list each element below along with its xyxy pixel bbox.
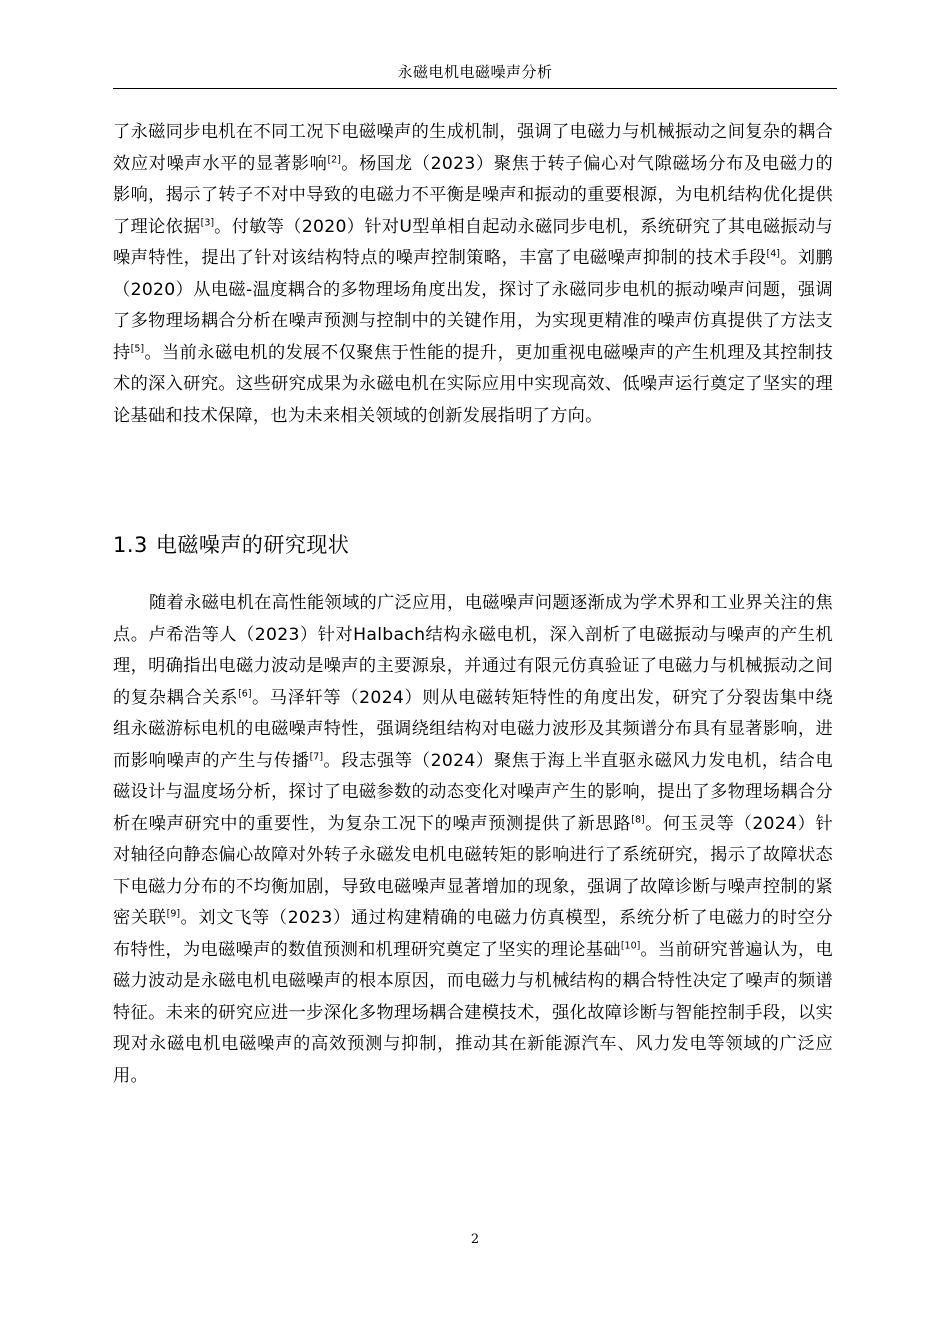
section-heading <box>113 530 349 560</box>
paragraph-text: 。当前研究普遍认为，电磁力波动是永磁电机电磁噪声的根本原因，而电磁力与机械结构的耦合特性决定了噪声的频谱特征。未来的研究应进一步深化多物理场耦合建模技术，强化故障诊断与智能控制手段，以实现对永磁电机电磁噪声的高效预测与抑制，推动其在新能源汽车、风力发电等领域的广泛应用。 <box>113 939 833 1086</box>
paragraph-text: 。付敏等（2020）针对U型单相自起动永磁同步电机，系统研究了其电磁振动与噪声特性，提出了针对该结构特点的噪声控制策略，丰富了电磁噪声抑制的技术手段 <box>113 216 833 268</box>
citation-ref[interactable]: [5] <box>130 342 145 354</box>
running-header: 永磁电机电磁噪声分析 <box>397 63 553 81</box>
citation-ref[interactable]: [6] <box>238 687 252 699</box>
body-paragraph-1 <box>113 117 833 432</box>
paragraph-text: 。马泽轩等（2024）则从电磁转矩特性的角度出发，研究了分裂齿集中绕组永磁游标电机的电磁噪声特性，强调绕组结构对电磁力波形及其频谱分布具有显著影响，进而影响噪声的产生与传播 <box>113 687 833 771</box>
citation-ref[interactable]: [7] <box>309 750 324 762</box>
section-number: 1.3 <box>113 533 148 557</box>
page-number: 2 <box>470 1232 480 1247</box>
citation-ref[interactable]: [10] <box>620 939 641 951</box>
paragraph-text: 随着永磁电机在高性能领域的广泛应用，电磁噪声问题逐渐成为学术界和工业界关注的焦点。卢希浩等人（2023）针对Halbach结构永磁电机，深入剖析了电磁振动与噪声的产生机理，明确指出电磁力波动是噪声的主要源泉，并通过有限元仿真验证了电磁力与机械振动之间的复杂耦合关系 <box>113 593 833 708</box>
paragraph-text: 。刘鹏（2020）从电磁-温度耦合的多物理场角度出发，探讨了永磁同步电机的振动噪声问题，强调了多物理场耦合分析在噪声预测与控制中的关键作用，为实现更精准的噪声仿真提供了方法支持 <box>113 248 833 363</box>
paragraph-text: 。当前永磁电机的发展不仅聚焦于性能的提升，更加重视电磁噪声的产生机理及其控制技术的深入研究。这些研究成果为永磁电机在实际应用中实现高效、低噪声运行奠定了坚实的理论基础和技术保障，也为未来相关领域的创新发展指明了方向。 <box>113 342 833 426</box>
citation-ref[interactable]: [8] <box>631 813 645 825</box>
body-paragraph-2 <box>113 588 833 1092</box>
paragraph-text: 了永磁同步电机在不同工况下电磁噪声的生成机制，强调了电磁力与机械振动之间复杂的耦合效应对噪声水平的显著影响 <box>113 122 833 174</box>
citation-ref[interactable]: [3] <box>200 216 215 228</box>
paragraph-text: 。何玉灵等（2024）针对轴径向静态偏心故障对外转子永磁发电机电磁转矩的影响进行了系统研究，揭示了故障状态下电磁力分布的不均衡加剧，导致电磁噪声显著增加的现象，强调了故障诊断与噪声控制的紧密关联 <box>113 813 834 928</box>
citation-ref[interactable]: [9] <box>166 908 181 920</box>
header-rule <box>113 88 837 89</box>
paragraph-text: 。段志强等（2024）聚焦于海上半直驱永磁风力发电机，结合电磁设计与温度场分析，探讨了电磁参数的动态变化对噪声产生的影响，提出了多物理场耦合分析在噪声研究中的重要性，为复杂工况下的噪声预测提供了新思路 <box>113 750 833 834</box>
citation-ref[interactable]: [2] <box>327 153 341 165</box>
paragraph-text: 。刘文飞等（2023）通过构建精确的电磁力仿真模型，系统分析了电磁力的时空分布特性，为电磁噪声的数值预测和机理研究奠定了坚实的理论基础 <box>113 908 833 960</box>
citation-ref[interactable]: [4] <box>766 248 780 260</box>
paragraph-text: 。杨国龙（2023）聚焦于转子偏心对气隙磁场分布及电磁力的影响，揭示了转子不对中导致的电磁力不平衡是噪声和振动的重要根源，为电机结构优化提供了理论依据 <box>113 153 833 237</box>
section-title: 电磁噪声的研究现状 <box>155 533 350 557</box>
